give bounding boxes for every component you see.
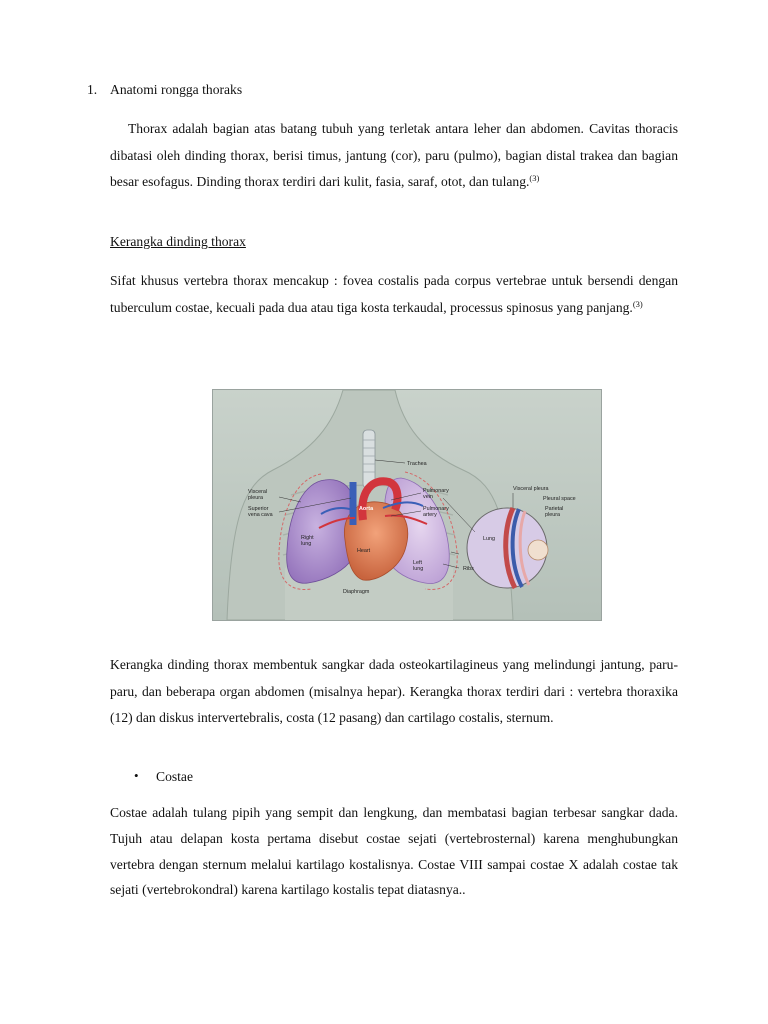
vertebra-reference: (3) <box>632 298 643 309</box>
bullet-costae: Costae <box>156 769 193 784</box>
vertebra-paragraph <box>110 268 678 321</box>
label-aorta: Aorta <box>359 506 374 512</box>
thorax-illustration <box>213 390 601 620</box>
label-right-lung: Right <box>301 535 314 541</box>
label-pulmonary-vein: Pulmonary <box>423 488 449 494</box>
kerangka-paragraph: Kerangka dinding thorax membentuk sangkar dada osteokartilagineus yang melindungi jantung, paru-paru, dan beberapa organ abdomen (misalnya hepar). Kerangka thorax terdiri dari : vertebra thoraxika (12) dan diskus intervertebralis, costa (12 pasang) dan cartilago costalis, sternum. <box>110 657 678 725</box>
label-visceral-pleura-right: Visceral pleura <box>513 486 549 492</box>
label-ribs: Ribs <box>463 566 474 572</box>
section-number: 1. <box>87 82 98 97</box>
label-pulmonary-vein-2: vein <box>423 494 433 500</box>
vertebra-text: Sifat khusus vertebra thorax mencakup : fovea costalis pada corpus vertebrae untuk bersendi dengan tuberculum costae, kecuali pada dua atau tiga kosta terkaudal, processus spinosus yang panjang. <box>110 273 678 315</box>
label-pulmonary-artery-2: artery <box>423 512 437 518</box>
label-pleural-space: Pleural space <box>543 496 576 502</box>
label-visceral-pleura-left-2: pleura <box>248 495 263 501</box>
bullet-symbol: • <box>134 768 139 783</box>
label-visceral-pleura-left: Visceral <box>248 489 268 495</box>
label-pulmonary-artery: Pulmonary <box>423 506 449 512</box>
costae-paragraph: Costae adalah tulang pipih yang sempit dan lengkung, dan membatasi bagian terbesar sangkar dada. Tujuh atau delapan kosta pertama disebut costae sejati (vertebrosternal) karena menghubungkan vertebra dengan sternum melalui kartilago kostalisnya. Costae VIII sampai costae X adalah costae tak sejati (vertebrokondral) karena kartilago kostalis tepat diatasnya.. <box>110 805 678 898</box>
inset-rib <box>528 540 548 560</box>
label-left-lung-2: lung <box>413 566 424 572</box>
thorax-anatomy-figure <box>212 389 602 621</box>
label-parietal-pleura-2: pleura <box>545 512 560 518</box>
label-left-lung: Left <box>413 560 422 566</box>
label-diaphragm: Diaphragm <box>343 589 370 595</box>
label-lung-inset: Lung <box>483 536 495 542</box>
label-parietal-pleura: Parietal <box>545 506 564 512</box>
label-superior-vena-cava-2: vena cava <box>248 512 273 518</box>
label-trachea: Trachea <box>407 461 427 467</box>
label-right-lung-2: lung <box>301 541 312 547</box>
subheading-kerangka: Kerangka dinding thorax <box>110 234 246 249</box>
intro-text: Thorax adalah bagian atas batang tubuh yang terletak antara leher dan abdomen. Cavitas thoracis dibatasi oleh dinding thorax, berisi timus, jantung (cor), paru (pulmo), bagian distal trakea dan bagian besar esofagus. Dinding thorax terdiri dari kulit, fasia, saraf, otot, dan tulang. <box>110 121 678 189</box>
label-superior-vena-cava: Superior <box>248 506 269 512</box>
intro-paragraph <box>110 116 678 196</box>
intro-reference: (3) <box>529 173 540 183</box>
section-title: Anatomi rongga thoraks <box>110 82 243 97</box>
label-heart: Heart <box>357 548 371 554</box>
